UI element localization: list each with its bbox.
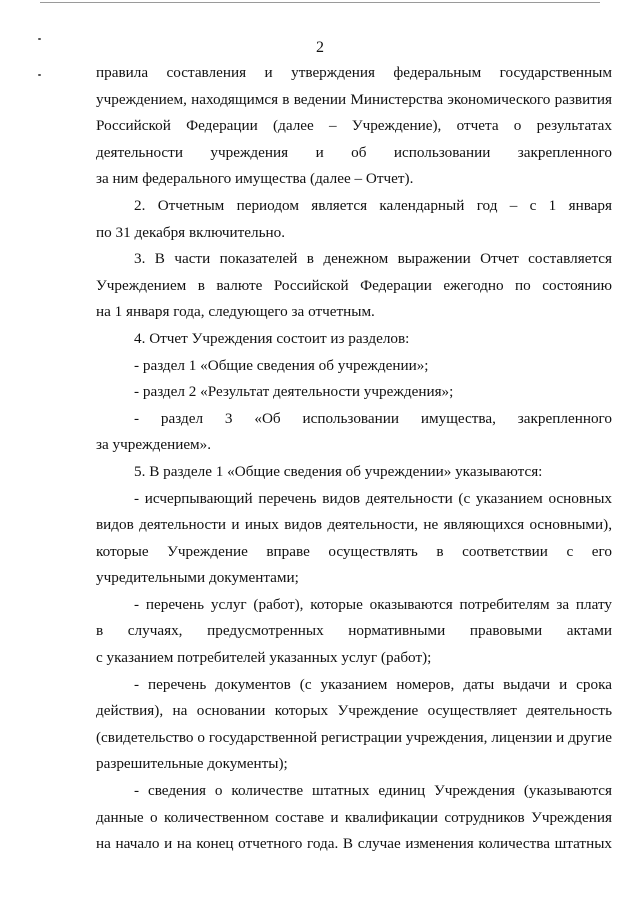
text-line: разрешительные документы); [96,755,288,773]
text-line: - перечень документов (с указанием номеров, даты выдачи и срока [134,675,612,693]
scan-top-edge [40,2,600,3]
text-line: которые Учреждение вправе осуществлять в соответствии с его [96,542,612,560]
text-line: - сведения о количестве штатных единиц Учреждения (указываются [134,782,612,800]
text-line: 5. В разделе 1 «Общие сведения об учреждении» указываются: [134,462,543,480]
text-line: учреждением, находящимся в ведении Министерства экономического развития [96,90,612,108]
text-line: в случаях, предусмотренных нормативными правовыми актами [96,622,612,640]
text-line: на начало и на конец отчетного года. В случае изменения количества штатных [96,835,612,853]
text-line: - раздел 3 «Об использовании имущества, закрепленного [134,409,612,427]
text-line: Российской Федерации (далее – Учреждение), отчета о результатах [96,117,612,135]
text-line: (свидетельство о государственной регистрации учреждения, лицензии и другие [96,728,612,746]
text-line: за ним федерального имущества (далее – Отчет). [96,170,414,188]
text-line: правила составления и утверждения федеральным государственным [96,64,612,81]
page-number: 2 [316,39,324,56]
text-line: 3. В части показателей в денежном выражении Отчет составляется [134,250,612,268]
text-line: по 31 декабря включительно. [96,223,286,241]
text-line: деятельности учреждения и об использовании закрепленного [96,143,612,161]
text-line: на 1 января года, следующего за отчетным. [96,303,375,321]
text-line: за учреждением». [96,436,212,454]
text-line: с указанием потребителей указанных услуг (работ); [96,649,432,667]
text-line: Учреждением в валюте Российской Федерации ежегодно по состоянию [96,276,612,294]
paragraph-block [96,60,612,858]
text-line: действия), на основании которых Учреждение осуществляет деятельность [96,702,612,720]
text-line: - перечень услуг (работ), которые оказываются потребителям за плату [134,595,612,613]
text-line: - раздел 1 «Общие сведения об учреждении»; [134,356,429,374]
scan-speck [38,74,41,76]
text-line: 2. Отчетным периодом является календарный год – с 1 января [134,196,612,214]
document-body [96,60,612,858]
text-line: видов деятельности и иных видов деятельности, не являющихся основными), [96,516,612,534]
text-line: - раздел 2 «Результат деятельности учреждения»; [134,383,454,401]
text-line: данные о количественном составе и квалификации сотрудников Учреждения [96,808,612,826]
text-line: 4. Отчет Учреждения состоит из разделов: [134,329,410,347]
text-line: - исчерпывающий перечень видов деятельности (с указанием основных [134,489,612,507]
text-line: учредительными документами; [96,569,299,587]
